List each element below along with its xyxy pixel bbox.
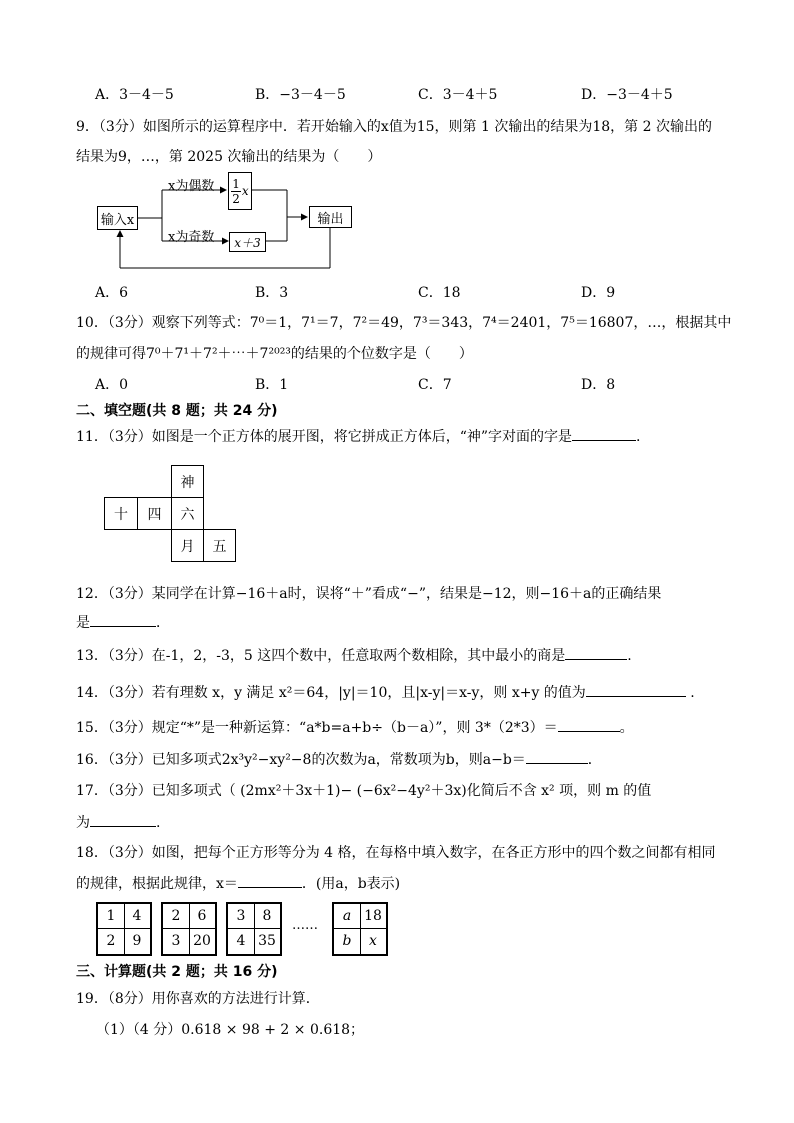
half-numerator: 1: [232, 176, 240, 191]
q18-square-3: [226, 902, 282, 956]
q8-option-b: B．−3－4－5: [255, 87, 346, 103]
q16-answer-blank[interactable]: [526, 749, 588, 764]
sq1-tl: 1: [98, 904, 125, 929]
q12-line2: 是 ．: [76, 612, 170, 632]
q18-line1: 18．（3分）如图，把每个正方形等分为 4 格，在每格中填入数字，在各正方形中的四个数之间都有相同: [76, 845, 716, 861]
flow-half-box: [228, 172, 252, 210]
net-cell-yue: 月: [171, 529, 204, 562]
net-cell-si: 四: [137, 497, 172, 530]
q14-text: 14．（3分）若有理数 x，y 满足 x²＝64，|y|＝10，且|x-y|＝x-y，则 x+y 的值为 .: [76, 682, 695, 702]
q16-question: 16．（3分）已知多项式2x³y²−xy²−8的次数为a，常数项为b，则a−b＝: [76, 752, 526, 768]
sq2-br: 20: [193, 933, 211, 949]
sq4-br: x: [369, 933, 377, 949]
flow-input-box: 输入x: [97, 206, 138, 230]
net-cell-shen: 神: [171, 465, 204, 498]
sq2-tl: 2: [163, 904, 190, 929]
q18-answer-blank[interactable]: [238, 873, 302, 888]
sq2-bl: 3: [163, 928, 190, 954]
q18-line2a: 的规律，根据此规律，x＝: [76, 876, 238, 892]
q15-text: 15．（3分）规定“*”是一种新运算：“a*b=a+b÷（b－a）”，则 3*（2*3）＝ 。: [76, 717, 634, 737]
q17-line2: 为 .: [76, 812, 160, 832]
q10-line1: 10．（3分）观察下列等式：7⁰＝1，7¹＝7，7²＝49，7³＝343，7⁴＝2401，7⁵＝16807，…，根据其中: [76, 315, 732, 331]
q12-line1: 12．（3分）某同学在计算−16＋a时，误将“＋”看成“−”，结果是−12，则−16＋a的正确结果: [76, 586, 662, 602]
q15-question: 15．（3分）规定“*”是一种新运算：“a*b=a+b÷（b－a）”，则 3*（2*3）＝: [76, 720, 558, 736]
q8-option-a: A．3－4－5: [95, 87, 174, 103]
q12-line2-text: 是: [76, 615, 90, 631]
q10-option-b: B．1: [255, 377, 289, 393]
q11-text: 11．（3分）如图是一个正方体的展开图，将它拼成正方体后，“神”字对面的字是 .: [76, 426, 641, 446]
sq1-br: 9: [132, 933, 142, 949]
sq3-tr: 8: [254, 904, 280, 929]
q13-question: 13．（3分）在-1，2，-3，5 这四个数中，任意取两个数相除，其中最小的商是: [76, 648, 566, 664]
q17-line1: 17．（3分）已知多项式（ (2mx²＋3x＋1)− (−6x²−4y²＋3x)化简后不含 x² 项，则 m 的值: [76, 783, 652, 799]
q18-line2: [76, 873, 400, 893]
q11-question: 11．（3分）如图是一个正方体的展开图，将它拼成正方体后，“神”字对面的字是: [76, 429, 573, 445]
sq3-br: 35: [258, 933, 276, 949]
q9-line1: 9．（3分）如图所示的运算程序中．若开始输入的x值为15，则第 1 次输出的结果为18，第 2 次输出的: [76, 119, 712, 135]
sq2-tr: 6: [189, 904, 215, 929]
section-2-heading: 二、填空题(共 8 题；共 24 分): [76, 403, 278, 419]
half-denominator: 2: [232, 191, 240, 206]
flow-even-label: x为偶数: [168, 179, 215, 194]
q19-sub1: （1）（4 分）0.618 × 98 + 2 × 0.618；: [96, 1022, 365, 1038]
q10-option-d: D．8: [581, 377, 616, 393]
q10-line2: 的规律可得7⁰＋7¹＋7²＋⋯＋7²⁰²³的结果的个位数字是（ ）: [76, 346, 473, 362]
q15-answer-blank[interactable]: [558, 717, 620, 732]
half-variable: x: [241, 184, 249, 198]
sq1-tr: 4: [124, 904, 150, 929]
q10-option-c: C．7: [418, 377, 452, 393]
net-cell-wu: 五: [203, 529, 236, 562]
flow-odd-label: x为奇数: [168, 230, 215, 245]
sq4-tr: 18: [360, 904, 386, 929]
sq3-bl: 4: [228, 928, 255, 954]
q9-option-d: D．9: [581, 285, 616, 301]
flow-plus3-box: x＋3: [229, 232, 266, 252]
q16-text: 16．（3分）已知多项式2x³y²−xy²−8的次数为a，常数项为b，则a−b＝ ．: [76, 749, 602, 769]
q9-option-a: A．6: [95, 285, 129, 301]
sq4-bl: b: [334, 928, 361, 954]
q18-ellipsis: ……: [292, 918, 318, 933]
net-cell-liu: 六: [171, 497, 204, 530]
sq3-tl: 3: [228, 904, 255, 929]
q11-answer-blank[interactable]: [572, 426, 636, 441]
q9-option-c: C．18: [418, 285, 461, 301]
q18-square-1: [96, 902, 152, 956]
q18-square-2: [161, 902, 217, 956]
q14-question: 14．（3分）若有理数 x，y 满足 x²＝64，|y|＝10，且|x-y|＝x-y，则 x+y 的值为: [76, 685, 586, 701]
q18-line2b: ．(用a，b表示): [301, 876, 401, 892]
q18-square-4: [332, 902, 388, 956]
q13-answer-blank[interactable]: [565, 645, 627, 660]
q14-answer-blank[interactable]: [586, 682, 686, 697]
net-cell-shi: 十: [104, 497, 138, 530]
q8-option-c: C．3－4＋5: [418, 87, 498, 103]
q9-option-b: B．3: [255, 285, 289, 301]
q17-answer-blank[interactable]: [90, 812, 156, 827]
q10-option-a: A．0: [95, 377, 129, 393]
flow-output-box: 输出: [309, 206, 352, 228]
section-3-heading: 三、计算题(共 2 题；共 16 分): [76, 964, 278, 980]
q19-text: 19．（8分）用你喜欢的方法进行计算．: [76, 991, 320, 1007]
q9-flowchart-lines: [0, 0, 794, 300]
q17-line2-text: 为: [76, 815, 90, 831]
sq4-tl: a: [334, 904, 361, 929]
sq1-bl: 2: [98, 928, 125, 954]
q12-answer-blank[interactable]: [90, 612, 156, 627]
q8-option-d: D．−3－4＋5: [581, 87, 673, 103]
q9-line2: 结果为9，…，第 2025 次输出的结果为（ ）: [76, 149, 382, 165]
q13-text: 13．（3分）在-1，2，-3，5 这四个数中，任意取两个数相除，其中最小的商是 .: [76, 645, 632, 665]
